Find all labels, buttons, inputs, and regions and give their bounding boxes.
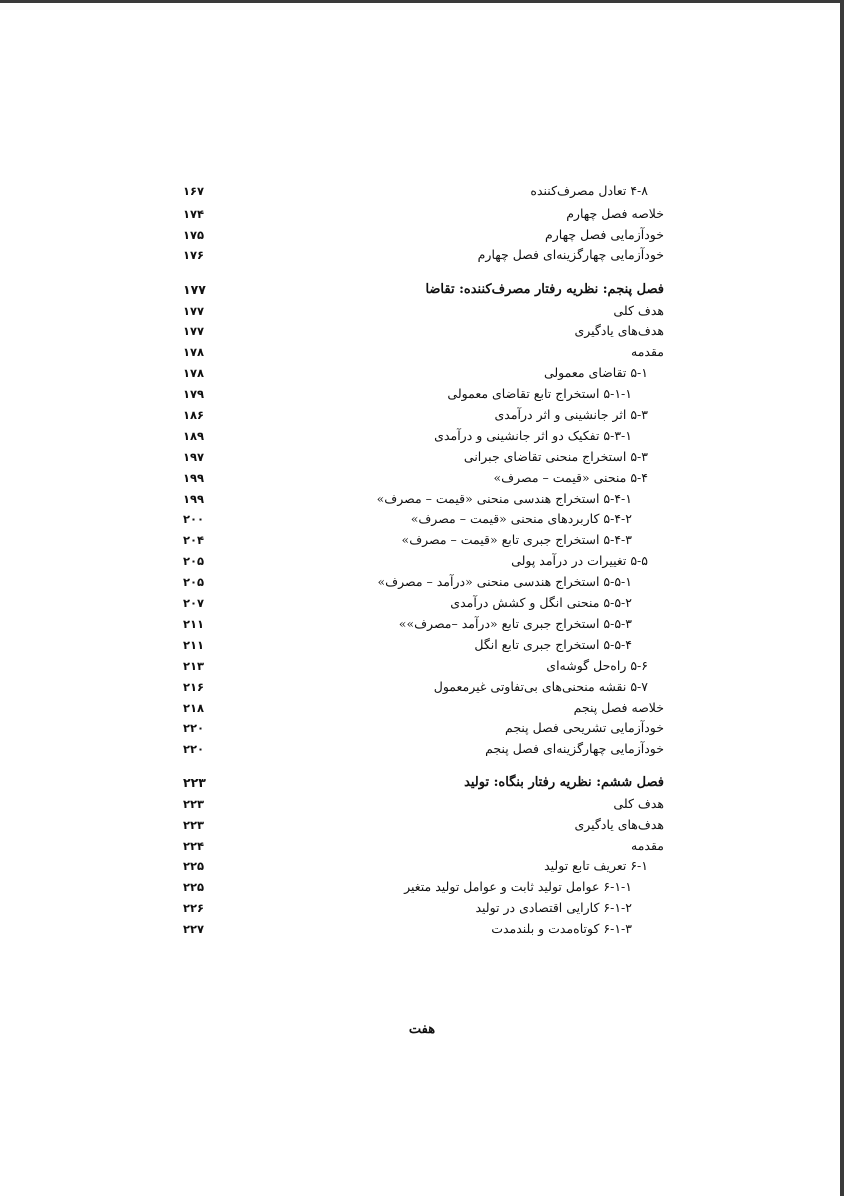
toc-entry-page-number: ۱۷۵ <box>183 228 205 242</box>
toc-entry <box>180 856 666 876</box>
toc-entry-page-number: ۲۱۶ <box>183 680 205 694</box>
toc-entry <box>180 877 666 897</box>
toc-entry-title: ۵-۵-۴ استخراج جبری تابع انگل <box>474 637 632 652</box>
toc-entry-title: خلاصه فصل پنجم <box>573 700 664 715</box>
toc-entry <box>180 614 666 634</box>
toc-entry-title: خودآزمایی چهارگزینه‌ای فصل پنجم <box>485 741 664 756</box>
toc-entry-page-number: ۲۲۴ <box>183 839 205 853</box>
toc-entry <box>180 677 666 697</box>
toc-entry-page-number: ۱۷۸ <box>183 366 205 380</box>
toc-entry-page-number: ۲۱۸ <box>183 701 205 715</box>
toc-entry-page-number: ۱۷۹ <box>183 387 205 401</box>
toc-entry <box>180 794 666 814</box>
toc-chapter-heading <box>180 280 666 300</box>
toc-entry-title: ۵-۵-۳ استخراج جبری تابع «درآمد –مصرف»» <box>398 616 632 631</box>
toc-entry-page-number: ۱۷۷ <box>183 324 205 338</box>
toc-entry <box>180 342 666 362</box>
toc-entry-page-number: ۱۶۷ <box>183 184 205 198</box>
toc-entry-title: خودآزمایی فصل چهارم <box>545 227 664 242</box>
toc-entry <box>180 181 666 201</box>
toc-entry-page-number: ۱۷۴ <box>183 207 205 221</box>
toc-entry <box>180 245 666 265</box>
toc-entry-title: خودآزمایی چهارگزینه‌ای فصل چهارم <box>477 247 664 262</box>
toc-entry <box>180 447 666 467</box>
toc-entry <box>180 635 666 655</box>
toc-entry-title: فصل ششم: نظریه رفتار بنگاه: تولید <box>464 775 664 790</box>
toc-entry-page-number: ۱۸۶ <box>183 408 205 422</box>
toc-entry-title: ۵-۴-۱ استخراج هندسی منحنی «قیمت – مصرف» <box>376 491 632 506</box>
toc-entry <box>180 551 666 571</box>
toc-entry-page-number: ۲۲۰ <box>183 742 205 756</box>
toc-entry <box>180 919 666 939</box>
toc-entry <box>180 321 666 341</box>
toc-entry-page-number: ۱۹۷ <box>183 450 205 464</box>
toc-entry-page-number: ۲۰۰ <box>183 512 205 526</box>
toc-entry <box>180 836 666 856</box>
toc-entry-page-number: ۲۲۳ <box>183 775 206 790</box>
toc-entry-page-number: ۲۲۷ <box>183 922 205 936</box>
toc-entry-title: ۵-۴ منحنی «قیمت – مصرف» <box>493 470 648 485</box>
toc-entry-page-number: ۱۷۷ <box>183 304 205 318</box>
toc-entry-title: ۵-۶ راه‌حل گوشه‌ای <box>546 658 648 673</box>
toc-entry-page-number: ۱۷۷ <box>183 282 206 297</box>
toc-entry-title: ۵-۱ تقاضای معمولی <box>543 365 648 380</box>
toc-entry-page-number: ۱۷۸ <box>183 345 205 359</box>
toc-entry-page-number: ۲۰۷ <box>183 596 205 610</box>
toc-entry-title: هدف‌های یادگیری <box>574 323 664 338</box>
toc-entry-title: مقدمه <box>631 838 664 853</box>
toc-entry-page-number: ۲۲۵ <box>183 859 205 873</box>
toc-entry-title: ۴-۸ تعادل مصرف‌کننده <box>530 183 648 198</box>
toc-entry <box>180 898 666 918</box>
toc-entry-title: هدف کلی <box>613 796 664 811</box>
toc-entry-title: ۵-۵-۱ استخراج هندسی منحنی «درآمد – مصرف» <box>377 574 632 589</box>
toc-entry-title: ۵-۳ استخراج منحنی تقاضای جبرانی <box>463 449 648 464</box>
toc-entry-page-number: ۲۲۳ <box>183 797 205 811</box>
toc-entry <box>180 815 666 835</box>
toc-entry-page-number: ۲۰۴ <box>183 533 205 547</box>
toc-entry-title: هدف‌های یادگیری <box>574 817 664 832</box>
toc-entry-page-number: ۲۱۱ <box>183 638 205 652</box>
toc-entry-title: مقدمه <box>631 344 664 359</box>
toc-entry-title: ۵-۱-۱ استخراج تابع تقاضای معمولی <box>447 386 632 401</box>
toc-entry <box>180 489 666 509</box>
toc-entry-title: ۵-۴-۳ استخراج جبری تابع «قیمت – مصرف» <box>401 532 632 547</box>
toc-entry-page-number: ۱۹۹ <box>183 471 205 485</box>
toc-entry-title: ۵-۳-۱ تفکیک دو اثر جانشینی و درآمدی <box>434 428 632 443</box>
toc-entry-title: ۶-۱-۳ کوتاه‌مدت و بلندمدت <box>491 921 632 936</box>
toc-entry <box>180 468 666 488</box>
toc-entry-title: ۶-۱ تعریف تابع تولید <box>544 858 648 873</box>
toc-entry <box>180 363 666 383</box>
toc-entry-title: ۵-۷ نقشه منحنی‌های بی‌تفاوتی غیرمعمول <box>433 679 648 694</box>
toc-chapter-heading <box>180 773 666 793</box>
toc-entry-page-number: ۱۹۹ <box>183 492 205 506</box>
toc-entry <box>180 656 666 676</box>
toc-entry-title: ۵-۵-۲ منحنی انگل و کشش درآمدی <box>450 595 632 610</box>
toc-entry-title: ۶-۱-۲ کارایی اقتصادی در تولید <box>475 900 632 915</box>
toc-entry-page-number: ۲۰۵ <box>183 554 205 568</box>
toc-entry <box>180 225 666 245</box>
toc-entry <box>180 405 666 425</box>
toc-entry <box>180 509 666 529</box>
toc-entry-title: خودآزمایی تشریحی فصل پنجم <box>505 720 664 735</box>
toc-entry-title: هدف کلی <box>613 303 664 318</box>
toc-entry-title: ۵-۴-۲ کاربردهای منحنی «قیمت – مصرف» <box>410 511 632 526</box>
toc-entry-page-number: ۱۸۹ <box>183 429 205 443</box>
toc-entry <box>180 698 666 718</box>
toc-entry-title: ۶-۱-۱ عوامل تولید ثابت و عوامل تولید متغیر <box>404 879 632 894</box>
toc-entry-page-number: ۲۱۱ <box>183 617 205 631</box>
toc-entry <box>180 718 666 738</box>
toc-entry-page-number: ۲۲۳ <box>183 818 205 832</box>
toc-entry-page-number: ۲۱۳ <box>183 659 205 673</box>
toc-entry-page-number: ۲۲۵ <box>183 880 205 894</box>
toc-entry-page-number: ۲۲۰ <box>183 721 205 735</box>
toc-entry <box>180 301 666 321</box>
toc-entry-page-number: ۲۲۶ <box>183 901 205 915</box>
toc-entry-title: ۵-۳ اثر جانشینی و اثر درآمدی <box>494 407 648 422</box>
page-number-footer: هفت <box>408 1022 436 1037</box>
toc-entry-title: خلاصه فصل چهارم <box>566 206 664 221</box>
toc-entry-title: ۵-۵ تغییرات در درآمد پولی <box>511 553 648 568</box>
toc-entry <box>180 739 666 759</box>
toc-entry <box>180 384 666 404</box>
toc-entry <box>180 204 666 224</box>
toc-entry <box>180 593 666 613</box>
toc-entry-title: فصل پنجم: نظریه رفتار مصرف‌کننده: تقاضا <box>425 282 664 297</box>
toc-entry <box>180 426 666 446</box>
toc-entry <box>180 530 666 550</box>
toc-entry-page-number: ۱۷۶ <box>183 248 205 262</box>
toc-entry <box>180 572 666 592</box>
toc-entry-page-number: ۲۰۵ <box>183 575 205 589</box>
